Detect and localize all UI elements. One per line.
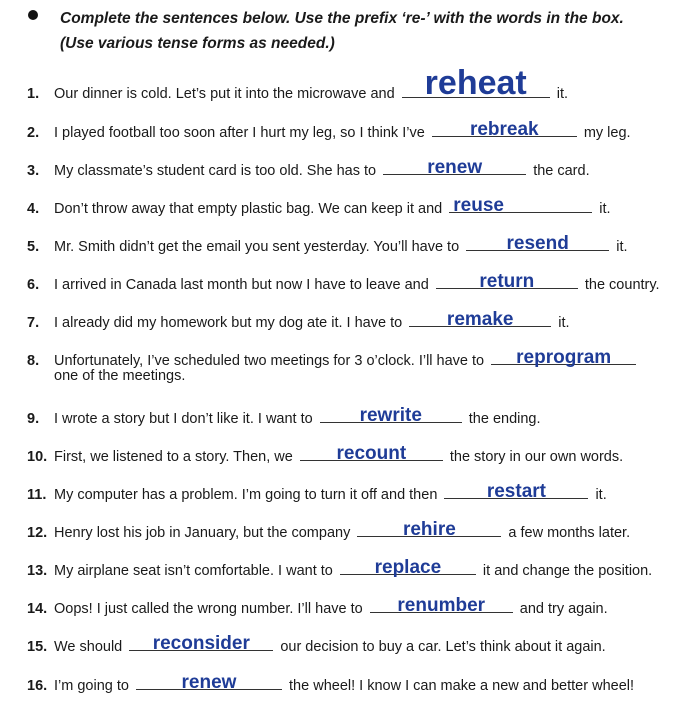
sentence-text-before: Our dinner is cold. Let’s put it into the microwave and xyxy=(54,86,395,102)
sentence-10 xyxy=(27,442,687,467)
sentence-text-before: We should xyxy=(54,639,123,655)
sentence-number: 4. xyxy=(27,201,40,217)
sentence-number: 10. xyxy=(27,449,48,465)
sentence-text-before: I played football too soon after I hurt my leg, so I think I’ve xyxy=(54,125,425,141)
answer-blank xyxy=(402,64,550,102)
sentence-11 xyxy=(27,480,687,505)
answer-blank xyxy=(129,632,273,654)
answer-text: recount xyxy=(336,443,407,464)
answer-text: rehire xyxy=(402,519,456,540)
answer-text: reprogram xyxy=(516,347,612,368)
answer-text: reuse xyxy=(453,195,504,216)
answer-blank xyxy=(466,232,609,254)
answer-text: rebreak xyxy=(469,119,539,140)
answer-text: replace xyxy=(374,557,442,578)
sentence-text-after: it. xyxy=(558,315,570,331)
sentence-text-before: I already did my homework but my dog ate it. I have to xyxy=(54,315,403,331)
sentence-4 xyxy=(27,194,687,219)
sentence-number: 14. xyxy=(27,601,48,617)
sentence-text-before: My classmate’s student card is too old. She has to xyxy=(54,163,377,179)
sentence-6 xyxy=(27,270,687,295)
sentence-text-after: it. xyxy=(616,239,628,255)
sentence-text-before: I wrote a story but I don’t like it. I want to xyxy=(54,411,313,427)
sentence-text-after: it. xyxy=(599,201,611,217)
sentence-5 xyxy=(27,232,687,257)
sentence-2 xyxy=(27,118,687,143)
answer-text: renew xyxy=(181,672,237,693)
answer-blank xyxy=(444,480,588,502)
answer-blank xyxy=(409,308,551,330)
answer-text: renew xyxy=(427,157,483,178)
sentence-13 xyxy=(27,556,687,581)
sentence-text-after: the card. xyxy=(533,163,590,179)
sentence-9 xyxy=(27,404,687,429)
sentence-14 xyxy=(27,594,687,619)
instructions xyxy=(28,6,678,56)
sentence-text-before: Henry lost his job in January, but the company xyxy=(54,525,351,541)
sentence-number: 9. xyxy=(27,411,40,427)
answer-blank xyxy=(340,556,476,578)
sentence-text-before: Mr. Smith didn’t get the email you sent yesterday. You’ll have to xyxy=(54,239,460,255)
answer-text: resend xyxy=(506,233,569,254)
answer-blank xyxy=(432,118,577,140)
sentence-text-after: and try again. xyxy=(519,601,608,617)
answer-blank xyxy=(300,442,443,464)
sentence-number: 13. xyxy=(27,563,48,579)
sentence-text-after: it. xyxy=(595,487,607,503)
sentence-7 xyxy=(27,308,687,333)
sentence-number: 1. xyxy=(27,86,40,102)
sentence-text-after: my leg. xyxy=(583,125,631,141)
sentence-number: 2. xyxy=(27,125,40,141)
answer-text: restart xyxy=(486,481,546,502)
answer-blank xyxy=(320,404,462,426)
sentence-number: 3. xyxy=(27,163,40,179)
answer-blank xyxy=(491,346,636,368)
answer-blank xyxy=(136,671,282,693)
sentence-number: 16. xyxy=(27,678,48,694)
sentence-text-before: I arrived in Canada last month but now I have to leave and xyxy=(54,277,429,293)
sentence-text-after: the story in our own words. xyxy=(449,449,624,465)
sentence-number: 5. xyxy=(27,239,40,255)
answer-text: remake xyxy=(446,309,514,330)
sentence-text-before: Unfortunately, I’ve scheduled two meetings for 3 o’clock. I’ll have to xyxy=(54,353,485,369)
sentence-text-before: Don’t throw away that empty plastic bag. We can keep it and xyxy=(54,201,443,217)
instructions-line-1: Complete the sentences below. Use the prefix ‘re-’ with the words in the box. xyxy=(60,10,624,27)
sentence-1 xyxy=(27,64,687,104)
sentence-text-before: My computer has a problem. I’m going to turn it off and then xyxy=(54,487,438,503)
sentence-15 xyxy=(27,632,687,657)
bullet-icon xyxy=(28,10,38,20)
answer-blank xyxy=(383,156,526,178)
sentence-text-before: I’m going to xyxy=(54,678,129,694)
answer-text: reheat xyxy=(424,64,527,102)
answer-text: reconsider xyxy=(152,633,250,654)
sentence-text-after: it and change the position. xyxy=(482,563,653,579)
sentence-8-continuation: one of the meetings. xyxy=(54,368,186,384)
instructions-line-2: (Use various tense forms as needed.) xyxy=(60,35,335,52)
sentence-text-after: a few months later. xyxy=(508,525,631,541)
answer-blank xyxy=(436,270,578,292)
sentence-text-before: My airplane seat isn’t comfortable. I want to xyxy=(54,563,333,579)
answer-text: renumber xyxy=(397,595,486,616)
sentence-text-after: the country. xyxy=(584,277,660,293)
sentence-text-before: Oops! I just called the wrong number. I’ll have to xyxy=(54,601,363,617)
sentence-number: 11. xyxy=(27,487,47,503)
sentence-text-before: First, we listened to a story. Then, we xyxy=(54,449,293,465)
sentence-number: 12. xyxy=(27,525,48,541)
sentence-number: 15. xyxy=(27,639,48,655)
sentence-number: 6. xyxy=(27,277,40,293)
sentence-text-after: it. xyxy=(556,86,569,102)
sentence-text-after: the wheel! I know I can make a new and better wheel! xyxy=(289,678,635,694)
answer-blank xyxy=(357,518,501,540)
sentence-text-after: the ending. xyxy=(468,411,541,427)
sentence-12 xyxy=(27,518,687,543)
sentence-number: 7. xyxy=(27,315,40,331)
answer-blank xyxy=(370,594,513,616)
answer-blank xyxy=(449,194,592,216)
sentence-text-after: our decision to buy a car. Let’s think about it again. xyxy=(280,639,606,655)
sentence-16 xyxy=(27,671,687,696)
answer-text: return xyxy=(479,271,535,292)
sentence-3 xyxy=(27,156,687,181)
sentence-number: 8. xyxy=(27,353,40,369)
answer-text: rewrite xyxy=(359,405,422,426)
